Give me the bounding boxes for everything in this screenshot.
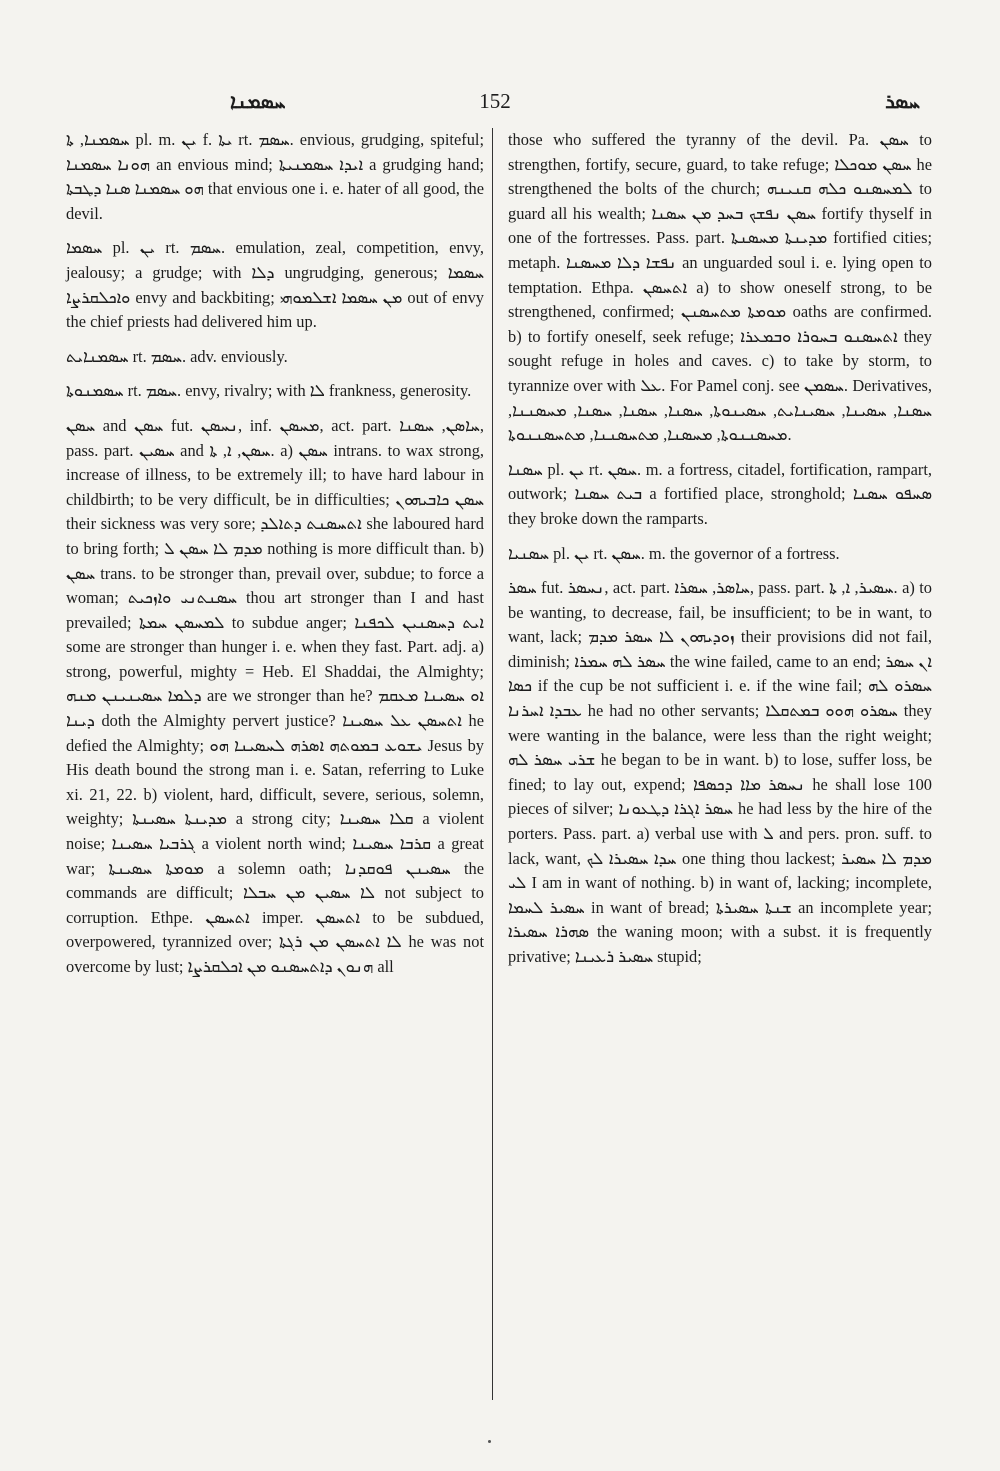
header-right-catchword: ܚܣܪ [885, 89, 920, 113]
page-header [60, 86, 930, 116]
dictionary-entry: those who suffered the tyranny of the devil. Pa. ܚܣܢ to strengthen, fortify, secure, guard, to take refuge; ܚܣܢ ܡܘܟܠܐ he strengthened the bolts of the church; ܠܡܚܣܢܘ ܟܠܗ ܩܢܝܢܗ to guard all his wealth; ܚܣܢ ܢܦܫܟ ܒܚܕ ܡܢ ܚܣܢܐ fortify thyself in one of the fortresses. Pass. part. ܡܕܝܢܬܐ ܡܚܣܢܬܐ fortified cities; metaph. ܢܦܫܐ ܕܠܐ ܡܚܣܢܐ an unguarded soul i. e. lying open to temptation. Ethpa. ܐܬܚܣܢ a) to show oneself strong, to be strengthened, confirmed; ܡܘܡܬܐ ܡܬܚܣܢܢ oaths are confirmed. b) to fortify oneself, seek refuge; ܐܬܚܣܢܘ ܒܚܘܪܐ ܘܒܡܥܪܐ they sought refuge in holes and caves. c) to take by storm, to tyrannize over with ܥܠ. For Pamel conj. see ܚܣܡܢ. Derivatives, ܚܣܢܐ, ܚܣܝܢܐ, ܚܣܝܢܐܝܬ, ܚܣܝܢܘܬܐ, ܚܣܢܐ, ܚܣܢܐ, ܚܣܢܐ, ܡܚܣܢܢܐ, ܡܚܣܢܢܘܬܐ, ܡܚܣܢܐ, ܡܬܚܣܢܢܐ, ܡܬܚܣܢܢܘܬܐ. [508, 130, 933, 445]
right-column [508, 128, 932, 980]
column-divider [492, 128, 493, 1400]
left-column [66, 128, 484, 990]
dictionary-entry: ܚܣܪ fut. ܢܚܣܪ, act. part. ܚܐܣܪ, ܚܣܪܐ, pass. part. ܚܣܝܪ, ܐ, ܬܐ. a) to be wanting, to decrease, fail, be insufficient; to be in want, to want, lack; ܙܘܕܝܗܘܢ ܠܐ ܚܣܪ ܡܕܡ their provisions did not fail, diminish; ܚܣܪ ܠܗ ܚܡܪܐ the wine failed, came to an end; ܐܢ ܚܣܪ ܟܣܐ if the cup be not sufficient i. e. if the wine fail; ܚܣܪܘ ܠܗ ܥܒܕܐ ܐܚܪܢܐ he had no other servants; ܚܣܪܘ ܗܘܘ ܒܡܬܩܠܐ they were wanting in the balance, were less than the right weight; ܫܪܝ ܚܣܪ ܠܗ he began to be in want. b) to lose, suffer loss, be fined; to lay out, expend; ܢܚܣܪ ܡܐܐ ܕܟܣܦܐ he shall lose 100 pieces of silver; ܚܣܪ ܐܓܪܐ ܕܛܥܘܢܐ he had less by the hire of the porters. Pass. part. a) verbal use with ܠ and pers. pron. suff. to lack, want, ܚܕܐ ܚܣܝܪܐ ܠܟ one thing thou lackest; ܡܕܡ ܠܐ ܚܣܝܪ ܠܝ I am in want of nothing. b) in want of, lacking; incomplete, ܚܣܝܪ ܠܚܡܐ in want of bread; ܫܢܬܐ ܚܣܝܪܬܐ an incomplete year; ܣܗܪܐ ܚܣܝܪܐ the waning moon; with a subst. it is frequently privative; ܚܣܝܪ ܪܥܝܢܐ stupid; [508, 578, 933, 966]
dictionary-entry: ܚܣܢ and ܚܣܢ fut. ܢܚܣܢ, inf. ܡܚܣܢ, act. part. ܚܐܣܢ, ܚܣܢܐ, pass. part. ܚܣܝܢ and ܚܣܢ, ܐ, ܬܐ. a) ܚܣܢ intrans. to wax strong, increase of illness, to be extremely ill; to have hard labour in childbirth; to be very difficult, be in difficulties; ܚܣܢ ܟܐܒܝܗܘܢ their sickness was very sore; ܐܬܚܣܢܬ ܕܬܐܠܕ she laboured hard to bring forth; ܡܕܡ ܠܐ ܚܣܢ ܠ nothing is more difficult than. b) ܚܣܢ trans. to be stronger than, prevail over, subdue; to force a woman; ܚܣܢܬܢܝ ܘܐܙܟܝܬ thou art stronger than I and hast prevailed; ܠܡܚܣܢ ܚܡܬܐ to subdue anger; ܐܝܬ ܕܚܣܢܝܢ ܠܟܦܢܐ some are stronger than hunger i. e. when they fast. Part. adj. a) strong, powerful, mighty = Heb. El Shaddai, the Almighty; ܕܠܡܐ ܚܣܝܢܝܢܢ ܡܢܗ are we stronger than he? ܐܘ ܚܣܝܢܐ ܡܥܩܡ ܕܝܢܐ doth the Almighty pervert justice? ܐܬܚܣܢ ܥܠ ܚܣܝܢܐ he defied the Almighty; ܝܫܘܥ ܒܡܘܬܗ ܐܣܪܗ ܠܚܣܝܢܐ ܗܘ Jesus by His death bound the strong man i. e. Satan, referring to Luke xi. 21, 22. b) violent, hard, difficult, severe, serious, solemn, weighty; ܡܕܝܢܬܐ ܚܣܝܢܬܐ a strong city; ܩܠܐ ܚܣܝܢܐ a violent noise; ܓܪܒܝܐ ܚܣܝܢܐ a violent north wind; ܩܪܒܐ ܚܣܝܢܐ a great war; ܡܘܡܬܐ ܚܣܝܢܬܐ a solemn oath; ܚܣܝܢܢ ܦܘܩܕܢܐ the commands are difficult; ܠܐ ܚܣܝܢ ܡܢ ܚܒܠܐ not subject to corruption. Ethpe. ܐܬܚܣܢ imper. ܐܬܚܣܢ to be subdued, overpowered, tyrannized over; ܠܐ ܐܬܚܣܢ ܡܢ ܪܓܬܐ he was not overcome by lust; ܗܢܘܢ ܕܐܬܚܣܢܘ ܡܢ ܐܟܠܩܪܨܐ all [66, 415, 485, 976]
ink-speck [488, 1440, 491, 1443]
dictionary-entry: ܚܣܡܢܐܝܬ rt. ܚܣܡ. adv. enviously. [66, 346, 288, 366]
dictionary-entry: ܚܣܢܝܐ pl. ܝܢ rt. ܚܣܢ. m. the governor of a fortress. [508, 543, 840, 563]
dictionary-entry: ܚܣܡܢܐ, ܬܐ pl. m. ܝܢ f. ܝܬܐ rt. ܚܣܡ. envious, grudging, spiteful; ܗܘܢܐ ܚܣܡܢܐ an envious mind; ܐܝܕܐ ܚܣܡܢܝܬܐ a grudging hand; ܗܘ ܚܣܡܢܐ ܣܢܐ ܕܛܒܬܐ that envious one i. e. hater of all good, the devil. [66, 130, 484, 223]
dictionary-entry: ܚܣܡܐ pl. ܝܢ rt. ܚܣܡ. emulation, zeal, competition, envy, jealousy; a grudge; with ܕܠܐ ungrudging, generous; ܚܣܡܐ ܘܐܟܠܩܪܨܐ envy and backbiting; ܡܢ ܚܣܡܐ ܐܫܠܡܘܗܝ out of envy the chief priests had delivered him up. [66, 238, 485, 332]
page-number: 152 [479, 89, 511, 113]
dictionary-entry: ܚܣܢܐ pl. ܝܢ rt. ܚܣܢ. m. a fortress, citadel, fortification, rampart, outwork; ܒܝܬ ܚܣܢܐ a fortified place, stronghold; ܣܚܦܘ ܚܣܢܐ they broke down the ramparts. [508, 459, 933, 528]
dictionary-entry: ܚܣܡܢܘܬܐ rt. ܚܣܡ. envy, rivalry; with ܠܐ frankness, generosity. [66, 381, 472, 401]
header-left-catchword: ܚܣܡܢܐ [230, 89, 286, 113]
